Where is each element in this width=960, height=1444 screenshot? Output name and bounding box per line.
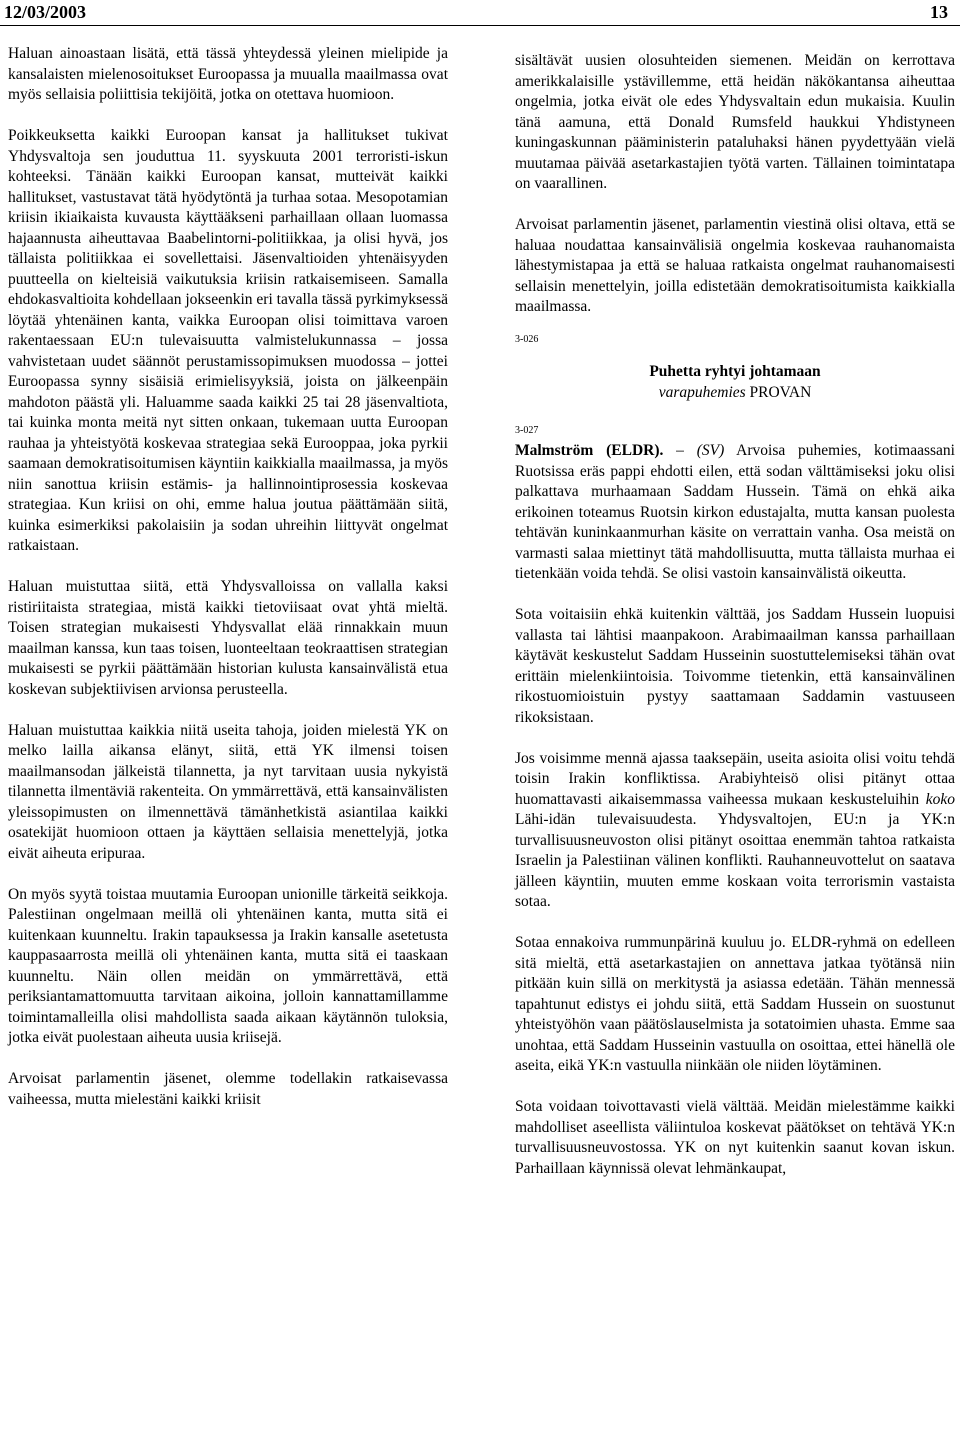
speaker-name: Malmström (ELDR). <box>515 442 664 459</box>
chair-heading <box>515 362 955 403</box>
paragraph: Poikkeuksetta kaikki Euroopan kansat ja hallitukset tukivat Yhdysvaltoja sen jouduttua 11. syyskuuta 2001 terroristi-iskun kohteeksi. Tänään kaikki Euroopan kansat, mutteivät kaikki hallitukset, vastustavat tätä hyödytöntä ja turhaa sotaa. Mesopotamian kriisin ikiaikaista kuvausta käyttääkseni parhaillaan ollaan luomassa hajaannusta aiheuttavaa Baabelintorni-politiikkaa, ja olisi hyvä, jos tällaista politiikkaa ei sovellettaisi. Jäsenvaltioiden yhtenäisyyden puutteella on kielteisiä vaikutuksia kriisin ratkaisemiseen. Samalla ehdokasvaltioita kohdellaan jokseenkin eri tavalla tässä pyrkimyksessä löytää yhtenäinen kanta, vaikka Euroopan olisi toimittava varoen rakentaessaan EU:n tulevaisuutta valmistelukunnassa – jossa vahvistetaan uudet säännöt perustamissopimuksen muodossa – jottei Euroopassa synny sisäisiä erimielisyyksiä, joista on jälkeenpäin mahdoton päästä yli. Haluamme saada kaikki 25 tai 28 jäsenvaltiota, tai kuinka monta meitä nyt sitten onkaan, tukemaan uutta Euroopan rauhaa ja yhteistyötä koskevaa strategiaa sekä Eurooppaa, joka pyrkii saamaan demokratisoitumisen käyntiin kaikkialla maailmassa, ja myös niin sanottua kriisin estämis- ja hallinnointiprosessia koskevaa strategiaa. Kun kriisi on ohi, emme halua joutua päättämään siitä, kuinka esimerkiksi pakolaisiin ja sodan uhreihin liittyvät ongelmat ratkaistaan. <box>8 127 448 554</box>
page-header <box>0 0 960 26</box>
chair-heading-name: PROVAN <box>749 383 812 401</box>
header-rule <box>0 25 960 26</box>
item-reference: 3-027 <box>515 425 539 436</box>
left-column <box>8 44 448 1110</box>
speech-paragraph <box>515 749 955 913</box>
paragraph: Haluan muistuttaa siitä, että Yhdysvalloissa on vallalla kaksi ristiriitaista strategiaa, mistä kaikki tietoviisaat ovat yhtä mieltä. Toisen strategian mukaisesti Yhdysvallat elää rinnakkain muun maailman kanssa, kun taas toisen, luonteeltaan teokraattisen strategian mukaisesti se pyrkii päättämään historian kulusta kansainvälistä etua koskevan subjektiivisen arvionsa perusteella. <box>8 578 448 698</box>
paragraph: Arvoisat parlamentin jäsenet, olemme todellakin ratkaisevassa vaiheessa, mutta mielestäni kaikki kriisit <box>8 1070 448 1108</box>
speech-paragraph: Sota voitaisiin ehkä kuitenkin välttää, jos Saddam Hussein luopuisi vallasta tai lähtisi maanpakoon. Arabimaailman kanssa parhaillaan käytävät keskustelut Saddam Husseinin suostuttelemiseksi tähän ovat erittäin mielenkiintoisia. Toivomme tietenkin, että kansainvälinen rikostuomioistuin pystyy saattamaan Saddamin vastuuseen rikoksistaan. <box>515 606 955 726</box>
paragraph: Haluan muistuttaa kaikkia niitä useita tahoja, joiden mielestä YK on melko lailla aikansa elänyt, siitä, että YK ilmensi toisen maailmansodan jälkeistä tilannetta, ja nyt tarvitaan uusia nykyistä tilannetta ilmentäviä rakenteita. On ymmärrettävä, että kansainvälisten yleissopimusten on ilmennettävä tämänhetkistä asiantilaa kaikki osatekijät huomioon ottaen ja käyttäen sellaisia menettelyjä, jotka eivät aiheuta eripuraa. <box>8 721 448 862</box>
speaker-language: (SV) <box>696 442 725 459</box>
right-column <box>515 51 955 1179</box>
item-reference: 3-026 <box>515 333 539 345</box>
chair-heading-title: Puhetta ryhtyi johtamaan <box>649 363 821 380</box>
speech-text: Lähi-idän tulevaisuudesta. Yhdysvaltojen, EU:n ja YK:n turvallisuusneuvoston olisi pitänyt osoittaa enemmän tahtoa ratkaista Israelin ja Palestiinan välinen konflikti. Rauhanneuvottelut on saatava jälleen käyntiin, muuten emme koskaan voita terrorismin vastaista sotaa. <box>515 811 955 910</box>
speech-paragraph: Sota voidaan toivottavasti vielä välttää. Meidän mielestämme kaikki mahdolliset aseellista väliintuloa koskevat päätökset on tehtävä YK:n turvallisuusneuvostossa. YK on nyt kuitenkin saanut kovan iskun. Parhaillaan käynnissä olevat lehmänkaupat, <box>515 1098 955 1177</box>
emphasis: koko <box>925 790 955 808</box>
speech-text: Jos voisimme mennä ajassa taaksepäin, useita asioita olisi voitu tehdä toisin Irakin konfliktissa. Arabiyhteisö olisi pitänyt ottaa huomattavasti aikaisemmassa vaiheessa mukaan keskusteluihin <box>515 749 955 808</box>
paragraph: Arvoisat parlamentin jäsenet, parlamentin viestinä olisi oltava, että se haluaa noudattaa kansainvälisiä ongelmia koskevaa rauhanomaista lähestymistapaa ja että se haluaa ratkaista ongelmat rauhanomaisesti sellaisin menettelyin, joilla edistetään demokratisoitumista kaikkialla maailmassa. <box>515 216 955 315</box>
speech-paragraph: Malmström (ELDR). – (SV) Arvoisa puhemies, kotimaassani Ruotsissa eräs pappi ehdotti eilen, että sodan välttämiseksi joku olisi palkattava murhaamaan Saddam Hussein. Tämä on ehkä aika erikoinen toteamus Ruotsin kirkon edustajalta, mutta kansan puolesta tehtävän kuninkaanmurhan käsite on verrattain vanha. Osa meistä on varmasti salaa miettinyt tätä mahdollisuutta, mutta tällaista murhaa ei tietenkään voida tehdä. Se olisi vastoin kansainvälistä oikeutta. <box>515 442 955 582</box>
paragraph: On myös syytä toistaa muutamia Euroopan unionille tärkeitä seikkoja. Palestiinan ongelmaan meillä oli yhtenäinen kanta, mutta sitä ei kuitenkaan kuunneltu. Irakin tapauksessa ja Irakin kansalle asetetusta kauppasaarrosta meillä oli yhtenäinen kanta, mutta sitä ei taaskaan kuunneltu. Näin ollen meidän on ymmärrettävä, että periksiantamattomuutta tarvitaan aikoina, jolloin kannattamillamme toimintamalleilla olisi mahdollista saada aikaan käytännön tuloksia, jotka eivät puolestaan aiheuta uusia kriisejä. <box>8 885 448 1046</box>
speech-paragraph: Sotaa ennakoiva rummunpärinä kuuluu jo. ELDR-ryhmä on edelleen sitä mieltä, että asetarkastajien on annettava jatkaa työtänsä niin pitkään kuin sillä on merkitystä ja asiassa edetään. Tähän mennessä tapahtunut edistys ei johdu siitä, että Saddam Hussein on suostunut yhteistyöhön vaan päätöslauselmista ja sotatoimien uhasta. Emme saa unohtaa, että Saddam Husseinin vastuulla on osoittaa, ettei hänellä ole aseita, eikä YK:n vastuulla niinkään ole niiden löytäminen. <box>515 934 955 1074</box>
session-date: 12/03/2003 <box>4 2 87 22</box>
chair-heading-role: varapuhemies <box>658 383 746 401</box>
paragraph: Haluan ainoastaan lisätä, että tässä yhteydessä yleinen mielipide ja kansalaisten mielenosoitukset Euroopassa ja muualla maailmassa ovat myös sellaisia poliittisia tekijöitä, jotka on otettava huomioon. <box>8 45 448 103</box>
paragraph: sisältävät uusien olosuhteiden siemenen. Meidän on kerrottava amerikkalaisille ystävillemme, että heidän näkökantansa aiheuttaa ongelmia, jotka eivät ole edes Yhdysvaltain edun mukaisia. Kuulin tänä aamuna, että Donald Rumsfeld haukkui Yhdistyneen kuningaskunnan pääministerin pataluhaksi hänen pyydettyään vielä muutamaa päivää asetarkastajien työtä varten. Tällainen toimintatapa on vaarallinen. <box>515 52 955 192</box>
speech-text: Arvoisa puhemies, kotimaassani Ruotsissa eräs pappi ehdotti eilen, että sodan välttämiseksi joku olisi palkattava murhaamaan Saddam Hussein. Tämä on ehkä aika erikoinen toteamus Ruotsin kirkon edustajalta, mutta kansan puolesta tehtävän kuninkaanmurhan käsite on verrattain vanha. Osa meistä on varmasti salaa miettinyt tätä mahdollisuutta, mutta tällaista murhaa ei tietenkään voida tehdä. Se olisi vastoin kansainvälistä oikeutta. <box>515 442 955 582</box>
page-number: 13 <box>930 2 948 22</box>
